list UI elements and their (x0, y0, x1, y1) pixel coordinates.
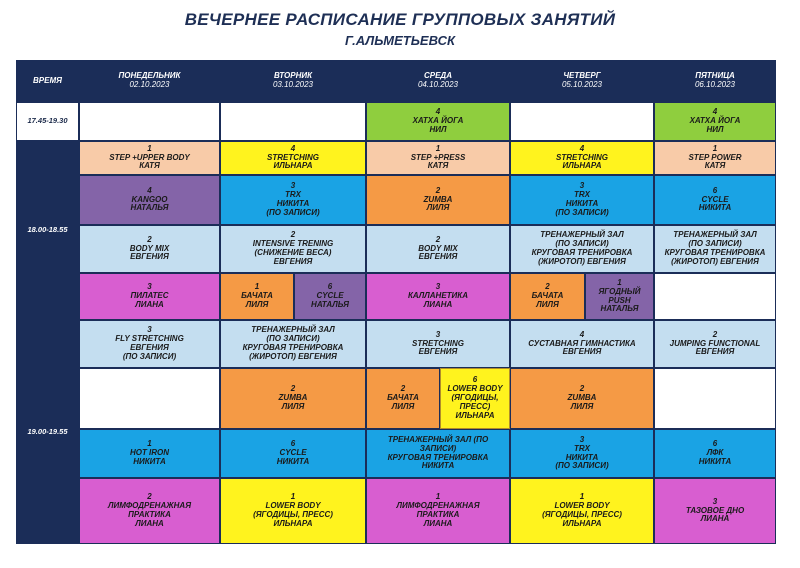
class-line: 6 (290, 439, 296, 449)
class-cell (366, 429, 510, 478)
page-subtitle: Г.АЛЬМЕТЬЕВСК (344, 33, 456, 48)
class-cell (294, 273, 366, 320)
class-line: CYCLE (701, 194, 729, 204)
class-line: 2 (147, 492, 152, 502)
class-line: НАТАЛЬЯ (600, 304, 639, 314)
class-line: ЛИАНА (423, 518, 453, 528)
class-cell (510, 225, 654, 273)
page-title: ВЕЧЕРНЕЕ РАСПИСАНИЕ ГРУППОВЫХ ЗАНЯТИЙ (184, 10, 616, 29)
class-line: (ПО ЗАПИСИ) (266, 207, 320, 217)
class-line: KANGOO (131, 194, 168, 204)
class-line: 1 (435, 143, 441, 153)
class-cell (220, 320, 366, 368)
class-line: (ПО ЗАПИСИ) (555, 461, 609, 471)
class-line: 3 (435, 329, 441, 339)
day-date: 05.10.2023 (561, 80, 603, 89)
class-line: ЛИЛЯ (426, 203, 450, 213)
class-cell (79, 320, 220, 368)
class-line: ПИЛАТЕС (130, 291, 169, 301)
class-cell (220, 273, 294, 320)
class-cell (510, 368, 654, 429)
class-line: ТРЕНАЖЕРНЫЙ ЗАЛ (251, 325, 335, 335)
class-line: (ПО ЗАПИСИ) (266, 334, 320, 344)
class-cell (366, 141, 510, 175)
class-line: ПРАКТИКА (128, 510, 171, 519)
class-line: HOT IRON (129, 448, 170, 458)
class-line: BODY MIX (418, 243, 458, 253)
class-line: (ПО ЗАПИСИ) (555, 239, 609, 249)
class-line: ТРЕНАЖЕРНЫЙ ЗАЛ (540, 230, 624, 240)
class-line: 2 (435, 185, 441, 195)
class-cell (79, 273, 220, 320)
class-line: 6 (327, 282, 333, 292)
class-line: ИЛЬНАРА (562, 518, 602, 528)
class-line: ЛИМФОДРЕНАЖНАЯ (107, 501, 192, 511)
time-slot (16, 141, 79, 320)
time-slot (16, 102, 79, 141)
class-cell (654, 175, 776, 225)
class-cell (510, 429, 654, 478)
class-line: PUSH (608, 295, 631, 305)
class-cell (654, 225, 776, 273)
schedule-table (16, 60, 776, 544)
class-line: 1 (147, 439, 152, 449)
class-line: ПРАКТИКА (416, 510, 460, 519)
class-line: НИКИТА (421, 461, 455, 471)
header-day (654, 60, 776, 102)
class-line: ЕВГЕНИЯ (418, 252, 458, 262)
class-cell (220, 225, 366, 273)
class-line: НИЛ (429, 124, 447, 134)
class-line: ЕВГЕНИЯ (130, 252, 169, 262)
class-line: КРУГОВАЯ ТРЕНИРОВКА (387, 452, 489, 462)
class-cell (654, 478, 776, 544)
class-cell (510, 175, 654, 225)
class-line: 2 (545, 282, 550, 292)
class-cell (220, 429, 366, 478)
class-line: ЗАПИСИ) (419, 443, 457, 453)
class-line: (ЖИРОТОП) ЕВГЕНИЯ (671, 256, 759, 266)
class-cell (654, 429, 776, 478)
class-line: 2 (400, 384, 406, 394)
class-cell (510, 141, 654, 175)
class-cell (510, 273, 585, 320)
class-line: (ЯГОДИЦЫ, (451, 393, 499, 403)
class-cell (79, 141, 220, 175)
time-slot (16, 320, 79, 544)
class-line: 3 (435, 282, 441, 292)
class-line: ПРЕСС) (459, 401, 491, 411)
class-line: 1 (712, 143, 718, 153)
class-line: ЛИЛЯ (570, 401, 594, 411)
class-line: (ПО ЗАПИСИ) (688, 239, 742, 249)
class-line: НИКИТА (565, 199, 599, 208)
class-line: 6 (712, 439, 718, 449)
class-line: 1 (617, 277, 622, 287)
class-cell (366, 102, 510, 141)
class-line: ТАЗОВОЕ ДНО (685, 505, 745, 515)
class-line: НИКИТА (565, 452, 599, 462)
time-label: 19.00-19.55 (27, 426, 68, 436)
class-line: НАТАЛЬЯ (311, 299, 349, 309)
class-line: ЕВГЕНИЯ (418, 347, 458, 357)
class-line: CYCLE (316, 291, 344, 301)
class-line: FLY STRETCHING (115, 334, 184, 344)
class-line: 1 (435, 492, 441, 502)
class-cell (366, 273, 510, 320)
class-line: 3 (147, 282, 152, 292)
class-line: КАТЯ (139, 161, 160, 171)
class-line: НИКИТА (133, 456, 166, 466)
class-line: LOWER BODY (554, 501, 610, 511)
class-line: 3 (579, 181, 585, 191)
class-line: ЛФК (706, 448, 724, 458)
class-line: (ПО ЗАПИСИ) (555, 207, 609, 217)
header-time (16, 60, 79, 102)
class-cell (220, 368, 366, 429)
class-cell (79, 429, 220, 478)
class-cell (510, 102, 654, 141)
class-line: 1 (290, 492, 296, 502)
class-line: 2 (712, 329, 718, 339)
class-line: ХАТХА ЙОГА (689, 116, 741, 126)
class-line: (СНИЖЕНИЕ ВЕСА) (254, 248, 332, 257)
time-label: 18.00-18.55 (27, 225, 68, 235)
class-line: БАЧАТА (531, 291, 564, 301)
class-line: TRX (574, 443, 590, 453)
class-line: БАЧАТА (241, 291, 273, 301)
class-line: КРУГОВАЯ ТРЕНИРОВКА (242, 343, 344, 352)
class-line: BODY MIX (129, 243, 170, 253)
day-name: ЧЕТВЕРГ (563, 71, 601, 81)
class-cell (79, 175, 220, 225)
class-cell (79, 368, 220, 429)
day-name: ПЯТНИЦА (695, 71, 735, 81)
class-line: КРУГОВАЯ ТРЕНИРОВКА (531, 248, 633, 257)
class-line: ЕВГЕНИЯ (130, 343, 169, 352)
day-date: 03.10.2023 (272, 80, 314, 89)
class-line: 4 (290, 143, 296, 153)
class-line: STRETCHING (267, 152, 319, 162)
class-line: 3 (147, 325, 152, 335)
class-line: ЛИЛЯ (245, 299, 269, 309)
class-line: 4 (435, 107, 441, 117)
class-line: КАЛЛАНЕТИКА (407, 291, 468, 301)
class-line: LOWER BODY (447, 384, 503, 394)
header-day (510, 60, 654, 102)
class-line: STEP +UPPER BODY (109, 152, 190, 162)
class-line: НИКИТА (698, 203, 732, 213)
class-line: 4 (579, 143, 585, 153)
class-line: 6 (472, 375, 478, 385)
class-line: (ЖИРОТОП) ЕВГЕНИЯ (249, 351, 337, 361)
class-cell (654, 368, 776, 429)
class-line: 3 (579, 434, 585, 444)
class-line: STEP +PRESS (410, 152, 466, 162)
time-label: 17.45-19.30 (27, 116, 68, 126)
class-cell (510, 478, 654, 544)
class-cell (440, 368, 510, 429)
class-cell (366, 478, 510, 544)
class-line: ЛИАНА (700, 514, 730, 524)
class-line: ЛИАНА (423, 299, 453, 309)
class-cell (79, 102, 220, 141)
class-line: 4 (712, 107, 718, 117)
class-line: (ЯГОДИЦЫ, ПРЕСС) (253, 510, 333, 519)
class-line: 4 (147, 185, 152, 195)
class-line: 3 (290, 181, 296, 191)
class-cell (366, 175, 510, 225)
class-cell (79, 225, 220, 273)
class-line: НИКИТА (698, 456, 732, 466)
class-line: КАТЯ (427, 161, 449, 171)
class-line: НИКИТА (276, 456, 310, 466)
class-line: НАТАЛЬЯ (130, 203, 169, 213)
class-line: ИЛЬНАРА (455, 410, 495, 420)
class-cell (79, 478, 220, 544)
day-date: 04.10.2023 (417, 80, 459, 89)
class-line: INTENSIVE TRENING (252, 239, 334, 249)
header-day (220, 60, 366, 102)
class-cell (585, 273, 654, 320)
class-line: 3 (712, 496, 718, 506)
class-line: TRX (285, 190, 301, 200)
class-cell (220, 175, 366, 225)
day-name: ВТОРНИК (273, 71, 313, 81)
class-line: 1 (147, 143, 152, 153)
class-line: (ПО ЗАПИСИ) (122, 351, 177, 361)
class-line: 1 (579, 492, 585, 502)
class-line: STEP POWER (688, 152, 742, 162)
class-cell (220, 478, 366, 544)
class-cell (654, 141, 776, 175)
class-line: КРУГОВАЯ ТРЕНИРОВКА (664, 248, 766, 257)
class-line: ЛИАНА (135, 299, 164, 309)
class-line: ИЛЬНАРА (562, 161, 602, 171)
class-line: STRETCHING (556, 152, 608, 162)
class-line: ИЛЬНАРА (273, 518, 313, 528)
class-line: ЯГОДНЫЙ (598, 286, 641, 296)
class-line: (ЖИРОТОП) ЕВГЕНИЯ (538, 256, 626, 266)
class-line: ТРЕНАЖЕРНЫЙ ЗАЛ (ПО (387, 434, 489, 444)
class-line: 2 (290, 384, 296, 394)
class-line: ИЛЬНАРА (273, 161, 313, 171)
header-time-label: ВРЕМЯ (33, 75, 62, 85)
class-cell (220, 102, 366, 141)
class-line: 2 (147, 234, 152, 244)
class-line: CYCLE (279, 448, 307, 458)
class-line: LOWER BODY (265, 501, 321, 511)
class-cell (366, 368, 440, 429)
class-cell (510, 320, 654, 368)
class-line: ЛИЛЯ (536, 299, 559, 309)
day-date: 06.10.2023 (694, 80, 736, 89)
class-cell (654, 273, 776, 320)
day-name: СРЕДА (423, 71, 452, 81)
class-line: 2 (435, 234, 441, 244)
class-line: СУСТАВНАЯ ГИМНАСТИКА (528, 338, 636, 348)
header-day (79, 60, 220, 102)
class-line: ЛИЛЯ (391, 401, 415, 411)
day-date: 02.10.2023 (129, 80, 170, 89)
day-name: ПОНЕДЕЛЬНИК (118, 71, 181, 81)
class-line: 2 (290, 230, 296, 240)
class-line: (ЯГОДИЦЫ, ПРЕСС) (542, 510, 622, 519)
class-line: НИКИТА (276, 199, 310, 208)
class-cell (654, 320, 776, 368)
class-line: ZUMBA (567, 393, 597, 403)
class-line: НИЛ (706, 124, 724, 134)
class-line: КАТЯ (704, 161, 726, 171)
class-line: TRX (574, 190, 590, 200)
class-line: ЕВГЕНИЯ (695, 347, 735, 357)
class-cell (366, 225, 510, 273)
class-line: ЛИМФОДРЕНАЖНАЯ (396, 501, 480, 511)
class-line: 2 (579, 384, 585, 394)
class-line: 6 (712, 185, 718, 195)
class-line: БАЧАТА (387, 393, 419, 403)
class-line: ТРЕНАЖЕРНЫЙ ЗАЛ (673, 230, 757, 240)
class-cell (366, 320, 510, 368)
class-line: 4 (579, 329, 585, 339)
class-line: ХАТХА ЙОГА (412, 116, 464, 126)
header-day (366, 60, 510, 102)
class-line: ЕВГЕНИЯ (562, 347, 602, 357)
class-line: ZUMBA (423, 194, 453, 204)
class-line: 1 (254, 282, 260, 292)
class-line: JUMPING FUNCTIONAL (669, 338, 761, 348)
class-line: ZUMBA (278, 393, 308, 403)
class-cell (220, 141, 366, 175)
class-line: ЛИАНА (135, 518, 164, 528)
class-cell (654, 102, 776, 141)
class-line: STRETCHING (412, 338, 464, 348)
class-line: ЕВГЕНИЯ (273, 256, 313, 266)
class-line: ЛИЛЯ (281, 401, 305, 411)
